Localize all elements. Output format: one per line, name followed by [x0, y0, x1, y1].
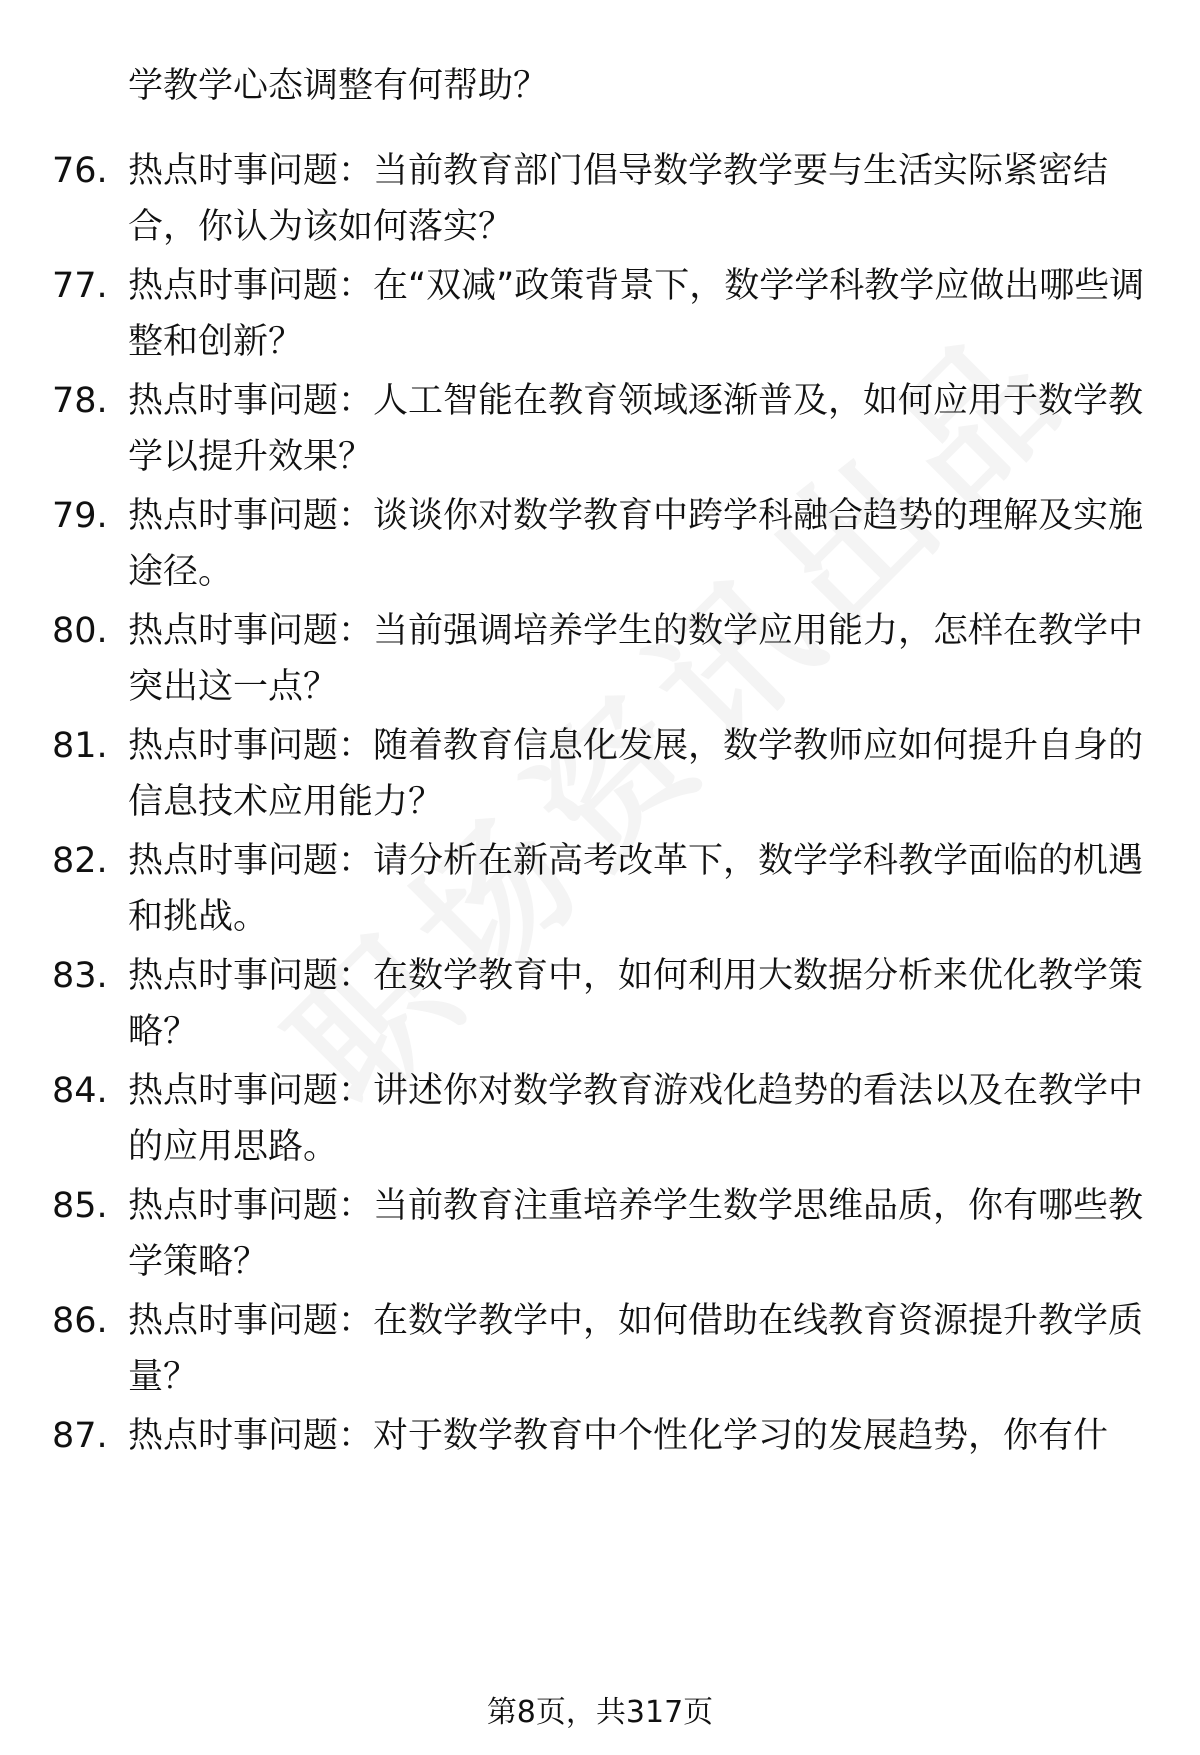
question-number: 79. [52, 496, 108, 536]
question-text: 热点时事问题：请分析在新高考改革下，数学学科教学面临的机遇和挑战。 [128, 841, 1144, 937]
question-number: 86. [52, 1301, 108, 1341]
page-footer: 第8页，共317页 [486, 1695, 714, 1730]
question-number: 78. [52, 381, 108, 421]
question-text: 热点时事问题：对于数学教育中个性化学习的发展趋势，你有什 [128, 1416, 1109, 1456]
question-text: 热点时事问题：当前强调培养学生的数学应用能力，怎样在教学中突出这一点？ [128, 611, 1144, 707]
question-number: 80. [52, 611, 108, 651]
question-number: 77. [52, 266, 108, 306]
question-number: 76. [52, 151, 108, 191]
question-text: 热点时事问题：在数学教育中，如何利用大数据分析来优化教学策略？ [128, 956, 1144, 1052]
question-text: 热点时事问题：在“双减”政策背景下，数学学科教学应做出哪些调整和创新？ [128, 266, 1145, 362]
question-text: 热点时事问题：在数学教学中，如何借助在线教育资源提升教学质量？ [128, 1301, 1144, 1397]
question-text: 热点时事问题：讲述你对数学教育游戏化趋势的看法以及在教学中的应用思路。 [128, 1071, 1144, 1167]
question-text: 热点时事问题：随着教育信息化发展，数学教师应如何提升自身的信息技术应用能力？ [128, 726, 1144, 822]
question-text: 热点时事问题：当前教育注重培养学生数学思维品质，你有哪些教学策略？ [128, 1186, 1144, 1282]
question-number: 85. [52, 1186, 108, 1226]
question-number: 81. [52, 726, 108, 766]
question-text: 热点时事问题：谈谈你对数学教育中跨学科融合趋势的理解及实施途径。 [128, 496, 1144, 592]
question-number: 83. [52, 956, 108, 996]
question-text: 热点时事问题：当前教育部门倡导数学教学要与生活实际紧密结合，你认为该如何落实？ [128, 151, 1109, 247]
question-number: 87. [52, 1416, 108, 1456]
question-text: 热点时事问题：人工智能在教育领域逐渐普及，如何应用于数学教学以提升效果？ [128, 381, 1144, 477]
continued-question-text: 学教学心态调整有何帮助？ [128, 66, 549, 106]
question-number: 82. [52, 841, 108, 881]
question-number: 84. [52, 1071, 108, 1111]
